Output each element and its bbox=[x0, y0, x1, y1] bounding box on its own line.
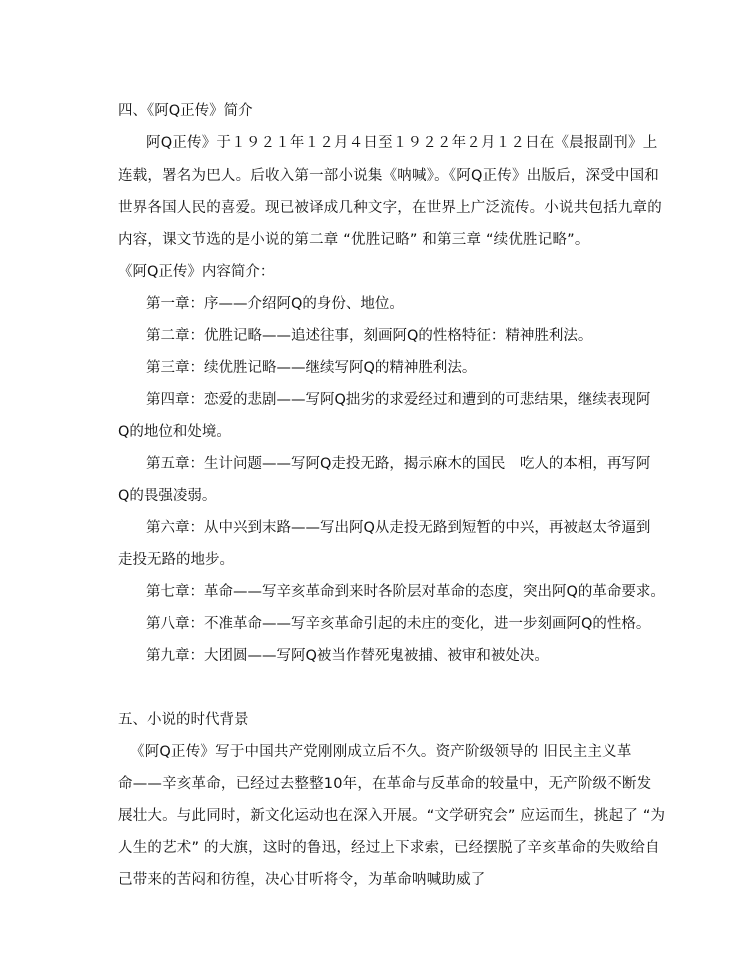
chapter-line-cont: 走投无路的地步。 bbox=[118, 552, 234, 568]
chapter-line: 第七章：革命——写辛亥革命到来时各阶层对革命的态度，突出阿Q的革命要求。 bbox=[146, 584, 665, 600]
chapter-line: 第八章：不准革命——写辛亥革命引起的未庄的变化，进一步刻画阿Q的性格。 bbox=[146, 616, 651, 632]
background-line: 人生的艺术” 的大旗，这时的鲁迅，经过上下求索，已经摆脱了辛亥革命的失败给自 bbox=[118, 840, 660, 856]
chapter-line: 第二章：优胜记略——追述往事，刻画阿Q的性格特征：精神胜利法。 bbox=[146, 328, 593, 344]
section-5-heading: 五、小说的时代背景 bbox=[118, 712, 249, 728]
intro-line: 内容，课文节选的是小说的第二章 “优胜记略” 和第三章 “续优胜记略”。 bbox=[118, 232, 590, 248]
chapter-line-cont: Q的地位和处境。 bbox=[118, 424, 231, 440]
chapter-line: 第九章：大团圆——写阿Q被当作替死鬼被捕、被审和被处决。 bbox=[146, 648, 549, 664]
intro-line: 阿Q正传》于１９２１年１２月４日至１９２２年２月１２日在《晨报副刊》上 bbox=[146, 135, 658, 151]
background-line: 展壮大。与此同时，新文化运动也在深入开展。“文学研究会” 应运而生，挑起了 “为 bbox=[118, 808, 666, 824]
summary-label: 《阿Q正传》内容简介： bbox=[118, 264, 275, 280]
background-line: 己带来的苦闷和彷徨，决心甘听将令，为革命呐喊助威了 bbox=[118, 872, 486, 888]
chapter-line: 第六章：从中兴到末路——写出阿Q从走投无路到短暂的中兴，再被赵太爷逼到 bbox=[146, 520, 651, 536]
intro-line: 世界各国人民的喜爱。现已被译成几种文字，在世界上广泛流传。小说共包括九章的 bbox=[118, 200, 662, 216]
chapter-line-cont: Q的畏强凌弱。 bbox=[118, 488, 217, 504]
chapter-line: 第一章：序——介绍阿Q的身份、地位。 bbox=[146, 296, 404, 312]
intro-line: 连载，署名为巴人。后收入第一部小说集《呐喊》。《阿Q正传》出版后，深受中国和 bbox=[118, 168, 660, 184]
section-4-heading: 四、《阿Q正传》简介 bbox=[118, 103, 253, 119]
background-line: 命——辛亥革命，已经过去整整10年，在革命与反革命的较量中，无产阶级不断发 bbox=[118, 776, 652, 792]
chapter-line: 第四章：恋爱的悲剧——写阿Q拙劣的求爱经过和遭到的可悲结果，继续表现阿 bbox=[146, 392, 651, 408]
background-line: 《阿Q正传》写于中国共产党刚刚成立后不久。资产阶级领导的 旧民主主义革 bbox=[130, 744, 632, 760]
chapter-line: 第三章：续优胜记略——继续写阿Q的精神胜利法。 bbox=[146, 360, 477, 376]
chapter-line: 第五章：生计问题——写阿Q走投无路，揭示麻木的国民 吃人的本相，再写阿 bbox=[146, 456, 651, 472]
